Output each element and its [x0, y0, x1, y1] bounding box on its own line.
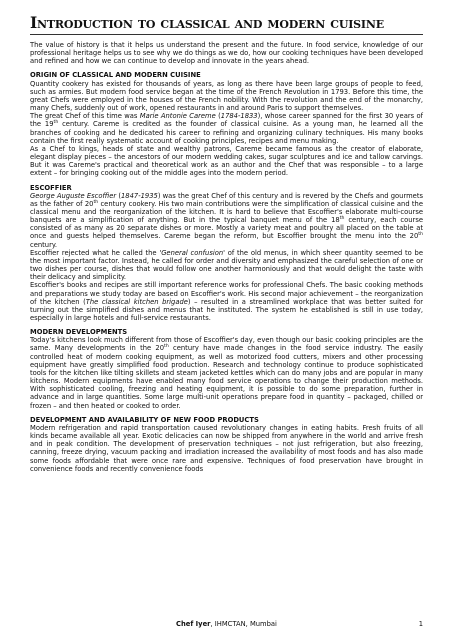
origin-section: [30, 71, 423, 177]
origin-paragraph-3: As a Chef to kings, heads of state and wealthy patrons, Careme became famous as the creator of elaborate, elegant display pieces – the ancestors of our modern wedding cakes, sugar sculptures and ice and tallow carvings. But it was Careme's practical and theoretical work as an author and the Chef that was responsible – to a large extent – for bringing cooking out of the middle ages into the modern period.: [30, 144, 423, 178]
text-run: (: [215, 112, 221, 121]
superscript: th: [53, 120, 59, 126]
page-title: Introduction to classical and modern cuisine: [30, 14, 423, 35]
escoffier-paragraph-3: [30, 281, 423, 322]
intro-paragraph: The value of history is that it helps us understand the present and the future. In food service, knowledge of our professional heritage helps us to see why we do things as we do, how our cooking techniques have been developed and refined and how we can continue to develop and innovate in the years ahead.: [30, 41, 423, 66]
text-run: Escoffier rejected what he called the ': [30, 248, 162, 257]
text-run: century. Careme is credited as the founder of classical cuisine. As a young man, he learned all the branches of cooking and he dedicated his career to refining and organizing culinary techniques. His many books contain the first really systematic account of cooking principles, recipes and menu making.: [30, 120, 423, 145]
development-heading: DEVELOPMENT AND AVAILABILITY OF NEW FOOD PRODUCTS: [30, 415, 259, 424]
modern-paragraph: [30, 336, 423, 409]
development-section: [30, 416, 423, 473]
text-run: century.: [30, 240, 58, 249]
text-run: ), whose career spanned for the first 30 years of the 19: [30, 112, 423, 129]
escoffier-years: 1847-1935: [121, 191, 158, 200]
escoffier-heading: ESCOFFIER: [30, 183, 72, 192]
origin-heading: ORIGIN OF CLASSICAL AND MODERN CUISINE: [30, 71, 201, 80]
page-footer: [30, 620, 423, 628]
modern-heading: MODERN DEVELOPMENTS: [30, 328, 128, 337]
escoffier-paragraph-2: [30, 249, 423, 282]
text-run: century have made changes in the food service industry. The easily controlled heat of modern cooking equipment, as well as motorized food cutters, mixers and other processing equipment have greatly simplified food production. Research and technology continue to produce sophisticated tools for the kitchen like tilting skillets and steam jacketed kettles which can do many jobs and are popular in many kitchens. Modern equipments have enabled many food service operations to change their production methods. With sophisticated cooling, freezing and heating equipment, it is possible to do some preparation, further in advance and in large quantities. Some large multi-unit operations prepare food in quantity – packaged, chilled or frozen – and then heated or cooked to order.: [30, 344, 423, 410]
origin-paragraph-2: [30, 112, 423, 145]
page-number: 1: [418, 620, 423, 628]
text-run: Today's kitchens look much different from those of Escoffier's day, even though our basic cooking principles are the same. Many developments in the 20: [30, 336, 423, 353]
superscript: th: [339, 215, 345, 221]
careme-years: 1784-1833: [220, 112, 258, 121]
origin-paragraph-1: Quantity cookery has existed for thousands of years, as long as there have been large groups of people to feed, such as armies. But modern food service began at the time of the French Revolution in 1793. Before this time, the great Chefs were employed in the houses of the French nobility. With the revolution and the end of the monarchy, many Chefs, suddenly out of work, opened restaurants in and around Paris to support themselves.: [30, 79, 423, 113]
kitchen-brigade-term: The classical kitchen brigade: [85, 297, 188, 306]
careme-name: Marie Antonie Careme: [139, 112, 216, 121]
superscript: th: [164, 344, 169, 350]
text-run: Escoffier's books and recipes are still important reference works for professional Chefs. The basic cooking methods and preparations we study today are based on Escoffier's work. His second major achievement – the reorganization of the kitchen (: [30, 281, 423, 306]
text-run: ' of the old menus, in which sheer quantity seemed to be the most important factor. Instead, he called for order and diversity and emphasized the careful selection of one or two dishes per course, dishes that would follow one another harmoniously and that would delight the taste with their delicacy and simplicity.: [30, 248, 423, 282]
text-run: ) – resulted in a streamlined workplace that was better suited for turning out the simplified dishes and menus that he instituted. The system he established is still in use today, especially in large hotels and full-service restaurants.: [30, 297, 423, 322]
text-run: The great Chef of this time was: [30, 112, 140, 121]
superscript: th: [418, 232, 423, 238]
general-confusion-quote: General confusion: [161, 248, 224, 257]
escoffier-name: George Auguste Escoffier: [30, 191, 117, 200]
superscript: th: [93, 199, 99, 205]
escoffier-paragraph-1: [30, 192, 423, 249]
text-run: ) was the great Chef of this century and is revered by the Chefs and gourmets as the father of 20: [30, 191, 424, 208]
footer-institute: , IHMCTAN, Mumbai: [210, 620, 277, 628]
footer-author: Chef Iyer: [176, 620, 211, 628]
escoffier-section: [30, 184, 423, 323]
text-run: century cookery. His two main contributions were the simplification of classical cuisine and the classical menu and the reorganization of the kitchen. It is hard to believe that Escoffier's elaborate multi-course banquets are a simplification of anything. But in the typical banquet menu of the 18: [30, 199, 423, 225]
development-paragraph: Modern refrigeration and rapid transportation caused revolutionary changes in eating habits. Fresh fruits of all kinds became available all year. Exotic delicacies can now be shipped from anywhere in the world and arrive fresh and in peak condition. The development of preservation techniques – not just refrigeration, but also freezing, canning, freeze drying, vacuum packing and irradiation increased the availability of most foods and has also made some foods affordable that were once rare and expensive. Techniques of food preservation have brought in convenience foods and recently convenience foods: [30, 423, 423, 473]
text-run: century, each course consisted of as many as 20 separate dishes or more. Mostly a variety meat and poultry all placed on the table at once and guests helped themselves. Careme began the reform, but Escoffier brought the menu into the 20: [30, 216, 423, 241]
modern-section: [30, 328, 423, 410]
text-run: (: [116, 191, 122, 200]
